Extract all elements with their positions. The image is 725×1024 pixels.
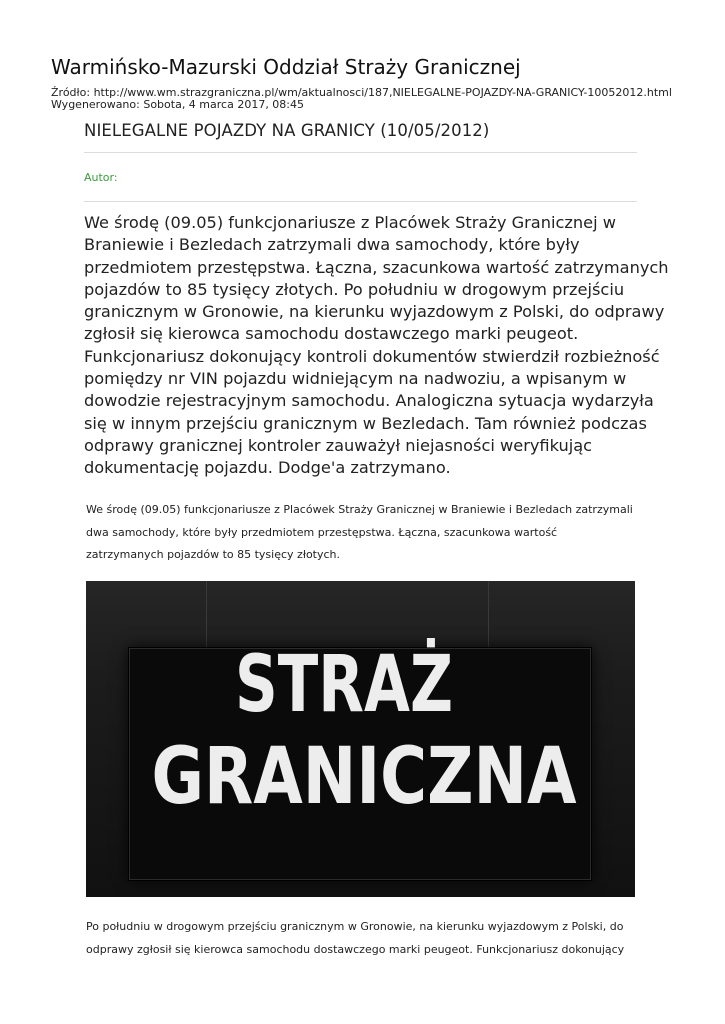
patch-lettering [86,581,635,897]
lead-paragraph [84,212,669,480]
body-line: odprawy zgłosił się kierowca samochodu dostawczego marki peugeot. Funkcjonariusz dokonujący [86,942,625,956]
lead-line: dowodzie rejestracyjnym samochodu. Analogiczna sytuacja wydarzyła [84,391,654,411]
lead-line: odprawy granicznej kontroler zauważył niejasności weryfikując [84,435,593,455]
lead-line: przedmiotem przestępstwa. Łączna, szacunkowa wartość zatrzymanych [84,257,669,277]
body-line: dwa samochody, które były przedmiotem przestępstwa. Łączna, szacunkowa wartość [86,525,558,539]
article-title: NIELEGALNE POJAZDY NA GRANICY (10/05/2012) [84,121,490,140]
lead-line: pomiędzy nr VIN pojazdu widniejącym na nadwoziu, a wpisanym w [84,369,627,389]
lead-line: zgłosił się kierowca samochodu dostawczego marki peugeot. [84,324,579,344]
body-paragraph-1 [86,499,638,567]
lead-line: Braniewie i Bezledach zatrzymali dwa samochody, które były [84,235,580,255]
document-meta [51,87,672,111]
lead-line: dokumentację pojazdu. Dodge'a zatrzymano. [84,458,451,478]
body-line: Po południu w drogowym przejściu granicznym w Gronowie, na kierunku wyjazdowym z Polski, do [86,920,624,933]
body-paragraph-2 [86,916,638,961]
source-url-line: Źródło: http://www.wm.strazgraniczna.pl/wm/aktualnosci/187,NIELEGALNE-POJAZDY-NA-GRANICY-10052012.html [51,86,672,99]
author-label: Autor: [84,171,118,184]
body-line: zatrzymanych pojazdów to 85 tysięcy złotych. [86,548,341,561]
lead-line: pojazdów to 85 tysięcy złotych. Po południu w drogowym przejściu [84,279,625,299]
generated-date-line: Wygenerowano: Sobota, 4 marca 2017, 08:45 [51,98,305,111]
lead-line: We środę (09.05) funkcjonariusze z Placówek Straży Granicznej w [84,213,616,232]
site-title: Warmińsko-Mazurski Oddział Straży Granicznej [51,55,521,79]
patch-text-line-2: GRANICZNA [151,732,577,822]
lead-line: się w innym przejściu granicznym w Bezledach. Tam również podczas [84,413,647,433]
lead-line: Funkcjonariusz dokonujący kontroli dokumentów stwierdził rozbieżność [84,346,660,366]
title-divider [84,152,637,153]
patch-text-line-1: STRAŻ [235,640,522,730]
body-line: We środę (09.05) funkcjonariusze z Placówek Straży Granicznej w Braniewie i Bezledach zatrzymali [86,503,633,516]
author-divider [84,201,637,202]
article-photo [86,581,635,897]
lead-line: granicznym w Gronowie, na kierunku wyjazdowym z Polski, do odprawy [84,302,665,322]
